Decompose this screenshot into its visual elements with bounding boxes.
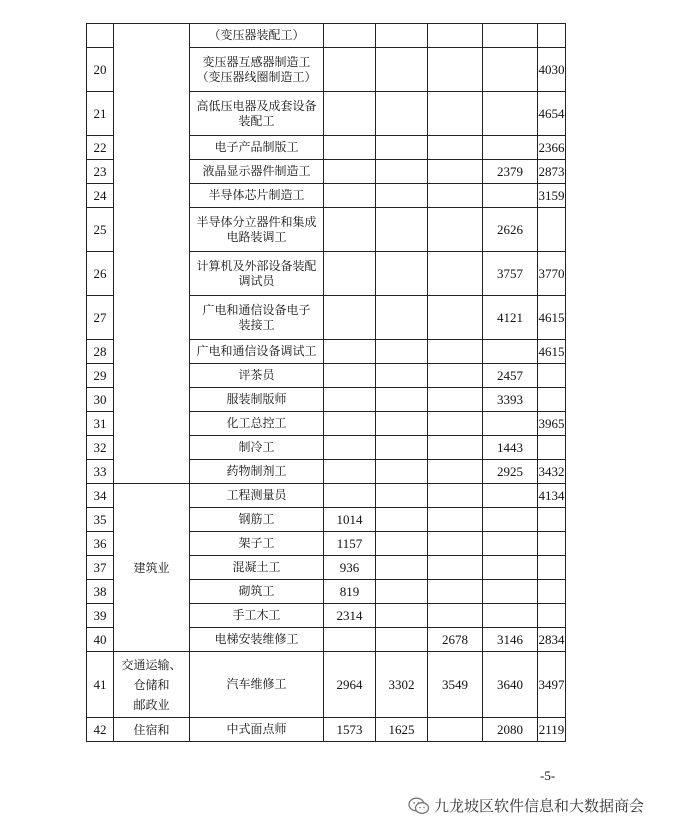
value-cell: 936 xyxy=(324,556,376,580)
value-cell xyxy=(428,532,483,556)
value-cell xyxy=(483,136,538,160)
value-cell xyxy=(428,252,483,296)
value-cell: 2626 xyxy=(483,208,538,252)
value-cell: 3146 xyxy=(483,628,538,652)
value-cell xyxy=(483,508,538,532)
value-cell: 3640 xyxy=(483,652,538,718)
row-number: 41 xyxy=(87,652,114,718)
occupation-cell: 砌筑工 xyxy=(190,580,324,604)
occupation-cell: 服装制版师 xyxy=(190,388,324,412)
wage-table xyxy=(86,23,566,742)
occupation-cell: 变压器互感器制造工 （变压器线圈制造工） xyxy=(190,48,324,92)
table-row xyxy=(87,652,566,718)
occupation-cell: 电子产品制版工 xyxy=(190,136,324,160)
value-cell xyxy=(376,556,428,580)
value-cell: 4615 xyxy=(538,296,566,340)
value-cell xyxy=(324,388,376,412)
value-cell xyxy=(324,252,376,296)
value-cell: 1573 xyxy=(324,718,376,742)
value-cell xyxy=(376,532,428,556)
table-row xyxy=(87,484,566,508)
row-number: 38 xyxy=(87,580,114,604)
occupation-cell: 工程测量员 xyxy=(190,484,324,508)
value-cell xyxy=(428,484,483,508)
occupation-cell: 液晶显示器件制造工 xyxy=(190,160,324,184)
value-cell xyxy=(324,136,376,160)
row-number: 26 xyxy=(87,252,114,296)
occupation-cell: 制冷工 xyxy=(190,436,324,460)
value-cell xyxy=(428,48,483,92)
value-cell xyxy=(376,460,428,484)
value-cell xyxy=(324,160,376,184)
value-cell xyxy=(376,252,428,296)
occupation-cell: 广电和通信设备电子 装接工 xyxy=(190,296,324,340)
value-cell xyxy=(428,436,483,460)
value-cell xyxy=(428,24,483,48)
industry-cell: 建筑业 xyxy=(114,484,190,652)
value-cell xyxy=(538,364,566,388)
value-cell xyxy=(428,364,483,388)
value-cell xyxy=(483,556,538,580)
value-cell xyxy=(376,580,428,604)
value-cell xyxy=(324,460,376,484)
value-cell: 3432 xyxy=(538,460,566,484)
value-cell: 1014 xyxy=(324,508,376,532)
row-number: 40 xyxy=(87,628,114,652)
value-cell: 3393 xyxy=(483,388,538,412)
value-cell: 2366 xyxy=(538,136,566,160)
row-number: 36 xyxy=(87,532,114,556)
value-cell xyxy=(376,340,428,364)
value-cell: 2964 xyxy=(324,652,376,718)
value-cell xyxy=(324,296,376,340)
value-cell xyxy=(376,136,428,160)
value-cell: 2314 xyxy=(324,604,376,628)
row-number: 21 xyxy=(87,92,114,136)
value-cell xyxy=(376,628,428,652)
row-number: 42 xyxy=(87,718,114,742)
value-cell xyxy=(538,604,566,628)
value-cell xyxy=(376,604,428,628)
value-cell xyxy=(538,556,566,580)
table-row xyxy=(87,24,566,48)
value-cell xyxy=(376,436,428,460)
occupation-cell: 架子工 xyxy=(190,532,324,556)
value-cell xyxy=(538,532,566,556)
value-cell xyxy=(428,160,483,184)
row-number: 24 xyxy=(87,184,114,208)
value-cell xyxy=(376,508,428,532)
value-cell xyxy=(324,340,376,364)
row-number: 25 xyxy=(87,208,114,252)
wechat-icon xyxy=(408,797,430,815)
value-cell xyxy=(538,436,566,460)
value-cell: 2925 xyxy=(483,460,538,484)
industry-cell: 交通运输、 仓储和 邮政业 xyxy=(114,652,190,718)
value-cell: 1443 xyxy=(483,436,538,460)
occupation-cell: 药物制剂工 xyxy=(190,460,324,484)
occupation-cell: 汽车维修工 xyxy=(190,652,324,718)
row-number: 39 xyxy=(87,604,114,628)
occupation-cell: 高低压电器及成套设备 装配工 xyxy=(190,92,324,136)
value-cell: 3497 xyxy=(538,652,566,718)
value-cell xyxy=(376,48,428,92)
value-cell: 819 xyxy=(324,580,376,604)
value-cell xyxy=(376,296,428,340)
value-cell xyxy=(428,296,483,340)
value-cell xyxy=(483,412,538,436)
row-number: 22 xyxy=(87,136,114,160)
page-number: -5- xyxy=(540,768,556,783)
row-number: 32 xyxy=(87,436,114,460)
value-cell xyxy=(428,508,483,532)
value-cell xyxy=(428,136,483,160)
value-cell xyxy=(483,532,538,556)
value-cell xyxy=(324,48,376,92)
industry-cell: 住宿和 xyxy=(114,718,190,742)
value-cell xyxy=(376,92,428,136)
value-cell xyxy=(483,24,538,48)
value-cell xyxy=(538,388,566,412)
occupation-cell: 电梯安装维修工 xyxy=(190,628,324,652)
row-number: 37 xyxy=(87,556,114,580)
value-cell xyxy=(428,556,483,580)
value-cell xyxy=(428,412,483,436)
value-cell xyxy=(376,412,428,436)
row-number: 35 xyxy=(87,508,114,532)
value-cell xyxy=(483,92,538,136)
value-cell xyxy=(376,208,428,252)
value-cell xyxy=(483,580,538,604)
row-number: 33 xyxy=(87,460,114,484)
row-number: 34 xyxy=(87,484,114,508)
value-cell: 2873 xyxy=(538,160,566,184)
value-cell xyxy=(324,24,376,48)
value-cell xyxy=(376,24,428,48)
value-cell: 2678 xyxy=(428,628,483,652)
value-cell: 3549 xyxy=(428,652,483,718)
industry-cell xyxy=(114,24,190,484)
value-cell: 4121 xyxy=(483,296,538,340)
occupation-cell: 钢筋工 xyxy=(190,508,324,532)
value-cell xyxy=(483,604,538,628)
value-cell xyxy=(538,208,566,252)
value-cell: 4615 xyxy=(538,340,566,364)
watermark xyxy=(408,795,644,816)
occupation-cell: 化工总控工 xyxy=(190,412,324,436)
value-cell xyxy=(483,48,538,92)
value-cell: 3159 xyxy=(538,184,566,208)
value-cell xyxy=(324,184,376,208)
value-cell xyxy=(428,460,483,484)
table-row xyxy=(87,718,566,742)
value-cell: 4030 xyxy=(538,48,566,92)
value-cell xyxy=(538,580,566,604)
row-number: 27 xyxy=(87,296,114,340)
occupation-cell: 半导体芯片制造工 xyxy=(190,184,324,208)
value-cell: 1157 xyxy=(324,532,376,556)
row-number: 31 xyxy=(87,412,114,436)
value-cell xyxy=(324,364,376,388)
occupation-cell: 手工木工 xyxy=(190,604,324,628)
value-cell xyxy=(376,184,428,208)
value-cell xyxy=(428,92,483,136)
value-cell xyxy=(324,412,376,436)
value-cell xyxy=(376,388,428,412)
value-cell xyxy=(324,436,376,460)
value-cell xyxy=(538,24,566,48)
value-cell xyxy=(324,92,376,136)
value-cell xyxy=(324,628,376,652)
value-cell: 3757 xyxy=(483,252,538,296)
value-cell xyxy=(428,184,483,208)
row-number: 28 xyxy=(87,340,114,364)
value-cell: 2834 xyxy=(538,628,566,652)
row-number: 23 xyxy=(87,160,114,184)
value-cell: 4134 xyxy=(538,484,566,508)
value-cell xyxy=(483,184,538,208)
value-cell xyxy=(428,388,483,412)
row-number: 29 xyxy=(87,364,114,388)
value-cell: 2119 xyxy=(538,718,566,742)
value-cell xyxy=(428,340,483,364)
value-cell xyxy=(428,580,483,604)
value-cell xyxy=(428,208,483,252)
occupation-cell: （变压器装配工） xyxy=(190,24,324,48)
value-cell: 2379 xyxy=(483,160,538,184)
occupation-cell: 混凝土工 xyxy=(190,556,324,580)
row-number: 20 xyxy=(87,48,114,92)
value-cell: 2080 xyxy=(483,718,538,742)
row-number: 30 xyxy=(87,388,114,412)
value-cell xyxy=(376,484,428,508)
value-cell: 2457 xyxy=(483,364,538,388)
value-cell xyxy=(483,484,538,508)
occupation-cell: 评茶员 xyxy=(190,364,324,388)
occupation-cell: 中式面点师 xyxy=(190,718,324,742)
value-cell: 3965 xyxy=(538,412,566,436)
value-cell xyxy=(376,160,428,184)
value-cell xyxy=(428,718,483,742)
value-cell: 3770 xyxy=(538,252,566,296)
value-cell xyxy=(376,364,428,388)
value-cell: 3302 xyxy=(376,652,428,718)
watermark-text: 九龙坡区软件信息和大数据商会 xyxy=(434,797,645,815)
value-cell: 4654 xyxy=(538,92,566,136)
value-cell xyxy=(538,508,566,532)
row-number xyxy=(87,24,114,48)
value-cell xyxy=(483,340,538,364)
occupation-cell: 半导体分立器件和集成 电路装调工 xyxy=(190,208,324,252)
value-cell xyxy=(428,604,483,628)
occupation-cell: 广电和通信设备调试工 xyxy=(190,340,324,364)
value-cell: 1625 xyxy=(376,718,428,742)
value-cell xyxy=(324,208,376,252)
value-cell xyxy=(324,484,376,508)
occupation-cell: 计算机及外部设备装配 调试员 xyxy=(190,252,324,296)
